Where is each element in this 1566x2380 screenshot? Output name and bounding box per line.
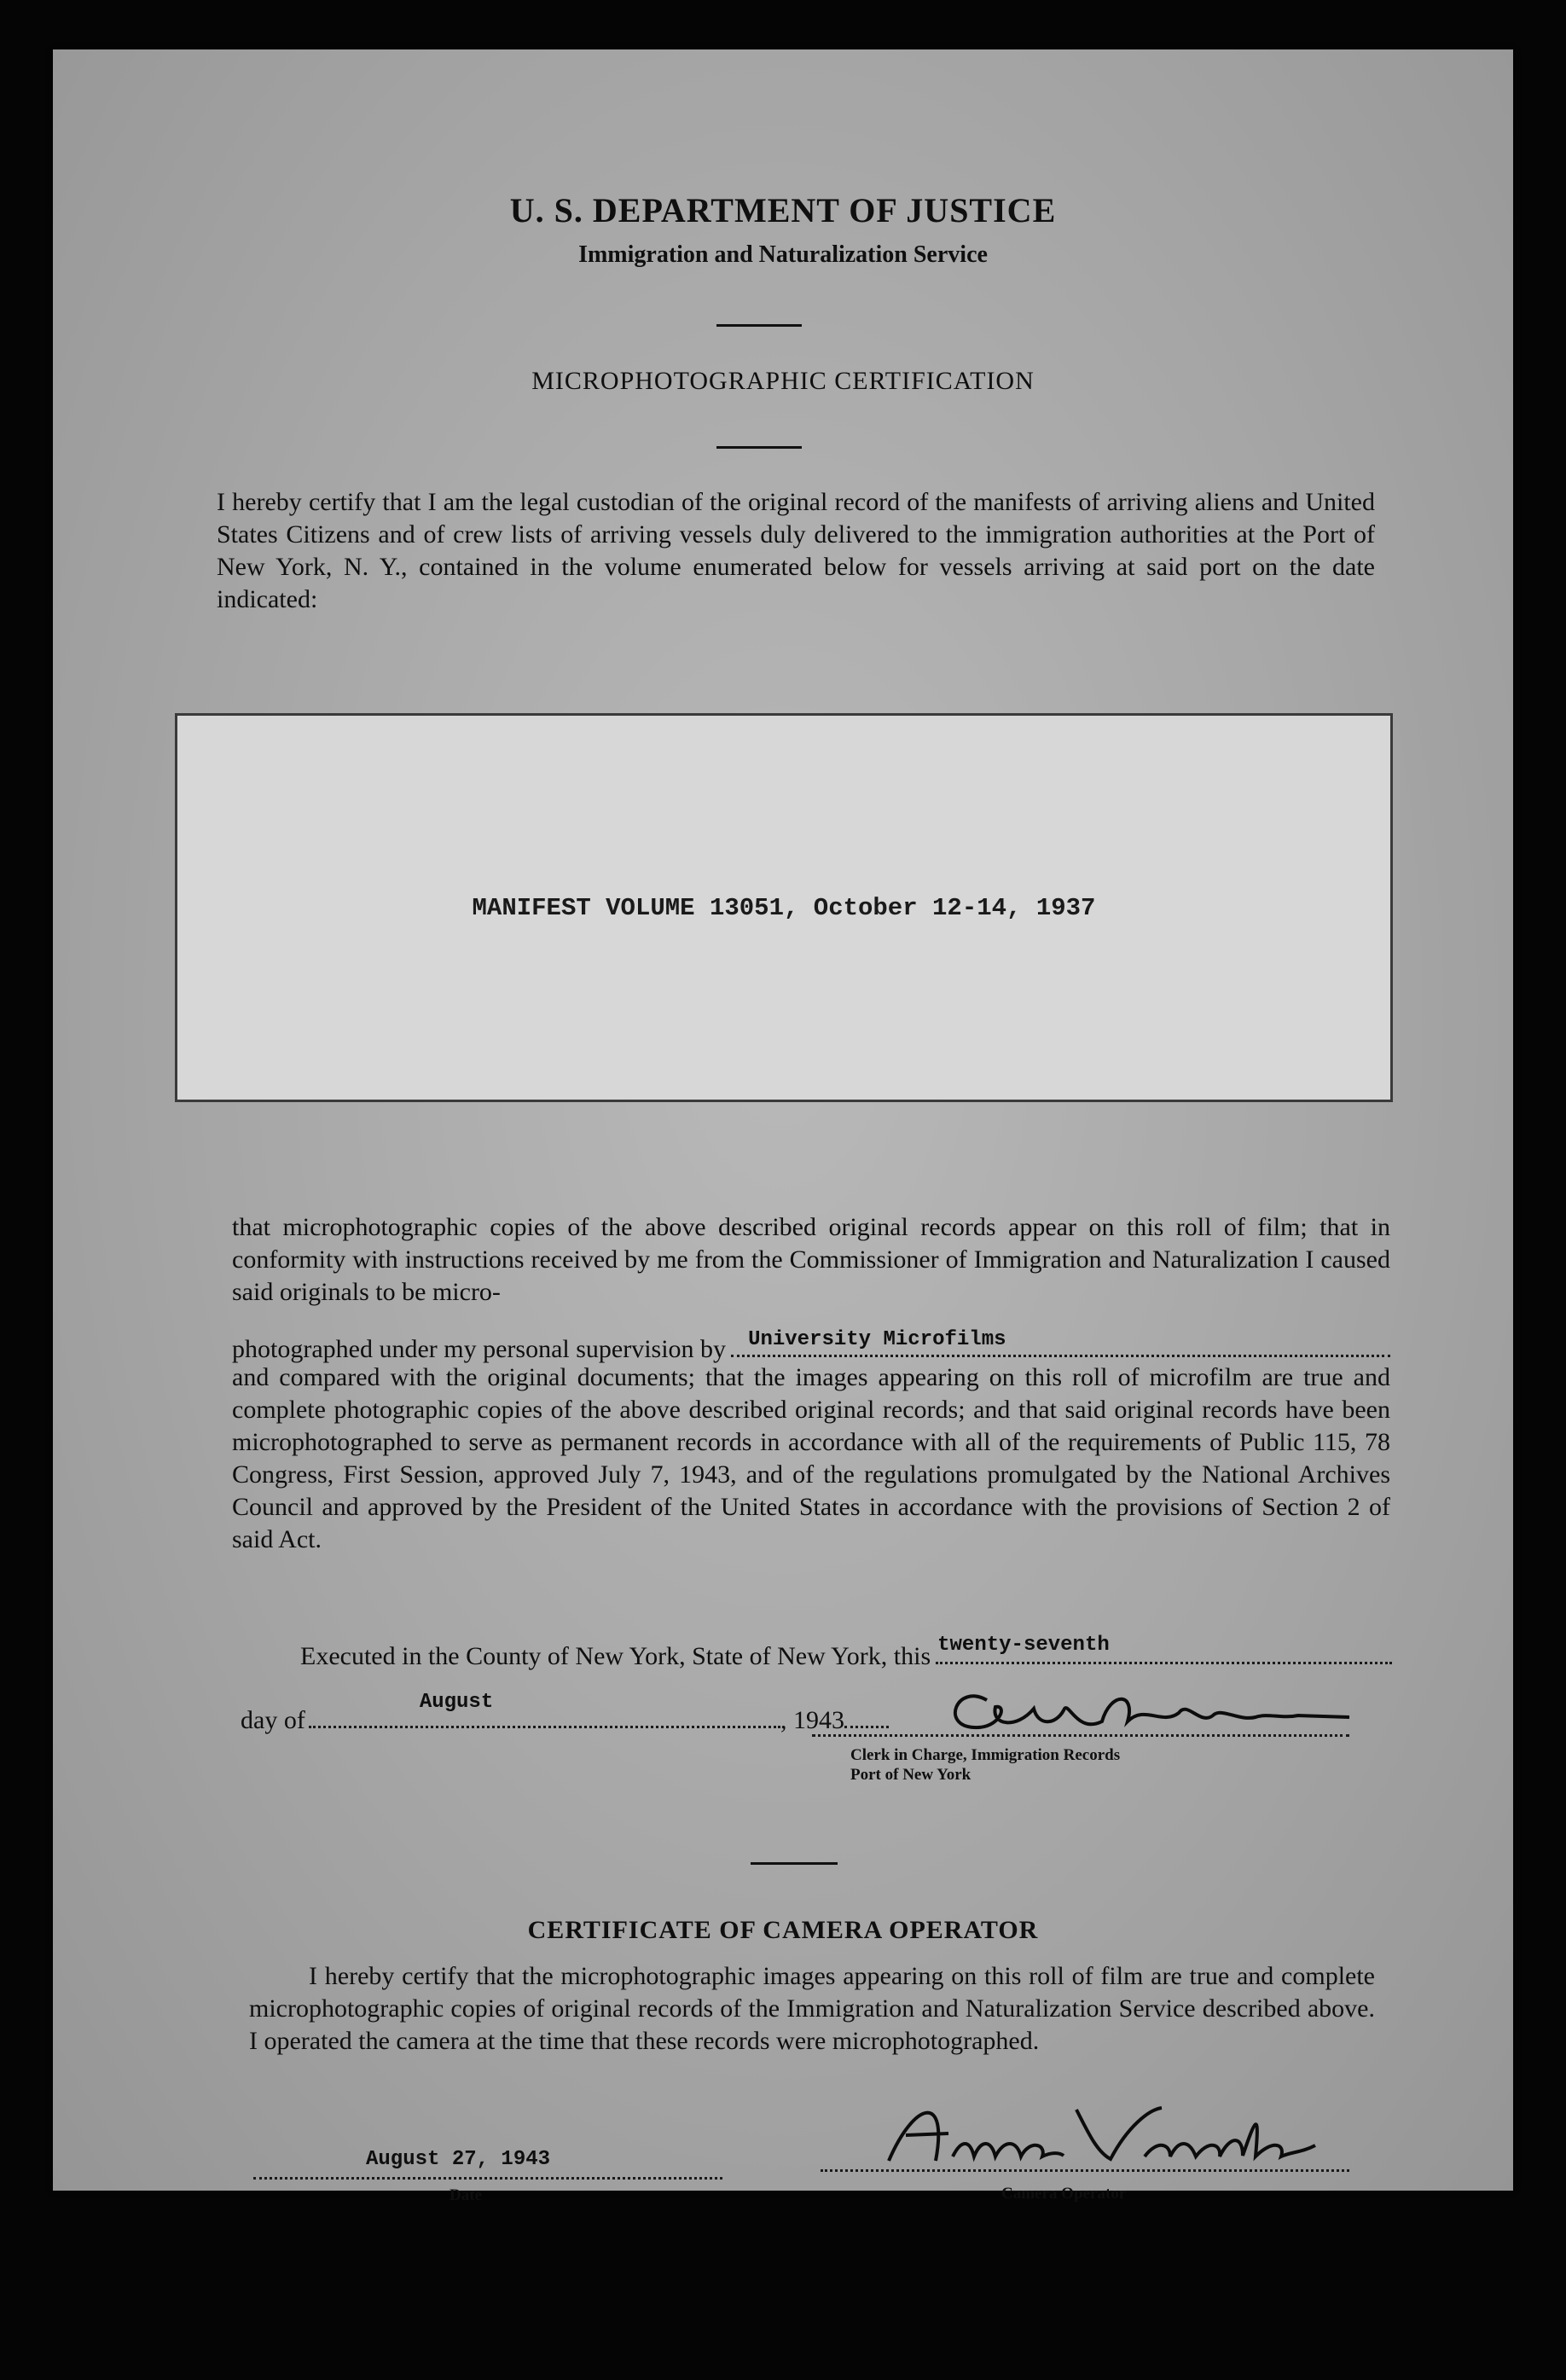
year-label: , 1943 [780, 1706, 844, 1734]
department-heading: U. S. DEPARTMENT OF JUSTICE [509, 191, 1057, 229]
clerk-title: Clerk in Charge, Immigration Records Port of New York [850, 1746, 1121, 1784]
service-subheading: Immigration and Naturalization Service [578, 241, 988, 268]
operator-label: Camera Operator [1001, 2185, 1127, 2203]
operator-paragraph: I hereby certify that the microphotographic images appearing on this roll of film are true and complete microphotographic copies of original records of the Immigration and Naturalization Service described above. I operated the camera at the time that these records were microphotographed. [249, 1962, 1375, 2055]
date-value: August 27, 1943 [366, 2148, 551, 2171]
supervisor-value: University Microfilms [748, 1328, 1006, 1351]
supervision-line [232, 1329, 1390, 1366]
day-value: twenty-seventh [937, 1634, 1110, 1657]
supervision-prefix: photographed under my personal supervision by [232, 1335, 727, 1363]
intro-paragraph: I hereby certify that I am the legal custodian of the original record of the manifests of arriving aliens and United States Citizens and of crew lists of arriving vessels duly delivered to the immigration authorities at the Port of New York, N. Y., contained in the volume enumerated below for vessels arriving at said port on the date indicated: [217, 488, 1375, 613]
executed-prefix: Executed in the County of New York, State of New York, this [300, 1642, 931, 1670]
date-field [253, 2148, 722, 2180]
operator-signature-line [821, 2169, 1349, 2172]
day-field [936, 1636, 1392, 1664]
clerk-signature [906, 1675, 1401, 1743]
operator-title: CERTIFICATE OF CAMERA OPERATOR [527, 1916, 1039, 1944]
executed-line [300, 1636, 1392, 1673]
month-line [241, 1691, 889, 1737]
month-value: August [419, 1691, 494, 1714]
clerk-signature-line [812, 1734, 1349, 1737]
certificate-sheet [53, 49, 1513, 2204]
divider [716, 446, 802, 449]
certification-title: MICROPHOTOGRAPHIC CERTIFICATION [531, 367, 1035, 395]
divider [751, 1862, 838, 1865]
divider [716, 324, 802, 327]
volume-label-box [175, 713, 1393, 1102]
month-field [309, 1691, 780, 1728]
date-label: Date [450, 2186, 482, 2204]
day-of-label: day of [241, 1706, 305, 1734]
body-paragraph-part1: that microphotographic copies of the above described original records appear on this roll of film; that in conformity with instructions received by me from the Commissioner of Immigration and Naturalization I caused said originals to be micro- [232, 1213, 1390, 1306]
operator-signature [855, 2084, 1332, 2178]
supervisor-field [731, 1329, 1390, 1357]
volume-label: MANIFEST VOLUME 13051, October 12-14, 1937 [472, 893, 1096, 922]
body-paragraph-part2: and compared with the original documents; that the images appearing on this roll of microfilm are true and complete photographic copies of the above described original records; and that said original records have been microphotographed to serve as permanent records in accordance with all of the requirements of Public 115, 78 Congress, First Session, approved July 7, 1943, and of the regulations promulgated by the National Archives Council and approved by the President of the United States in accordance with the provisions of Section 2 of said Act. [232, 1363, 1390, 1553]
